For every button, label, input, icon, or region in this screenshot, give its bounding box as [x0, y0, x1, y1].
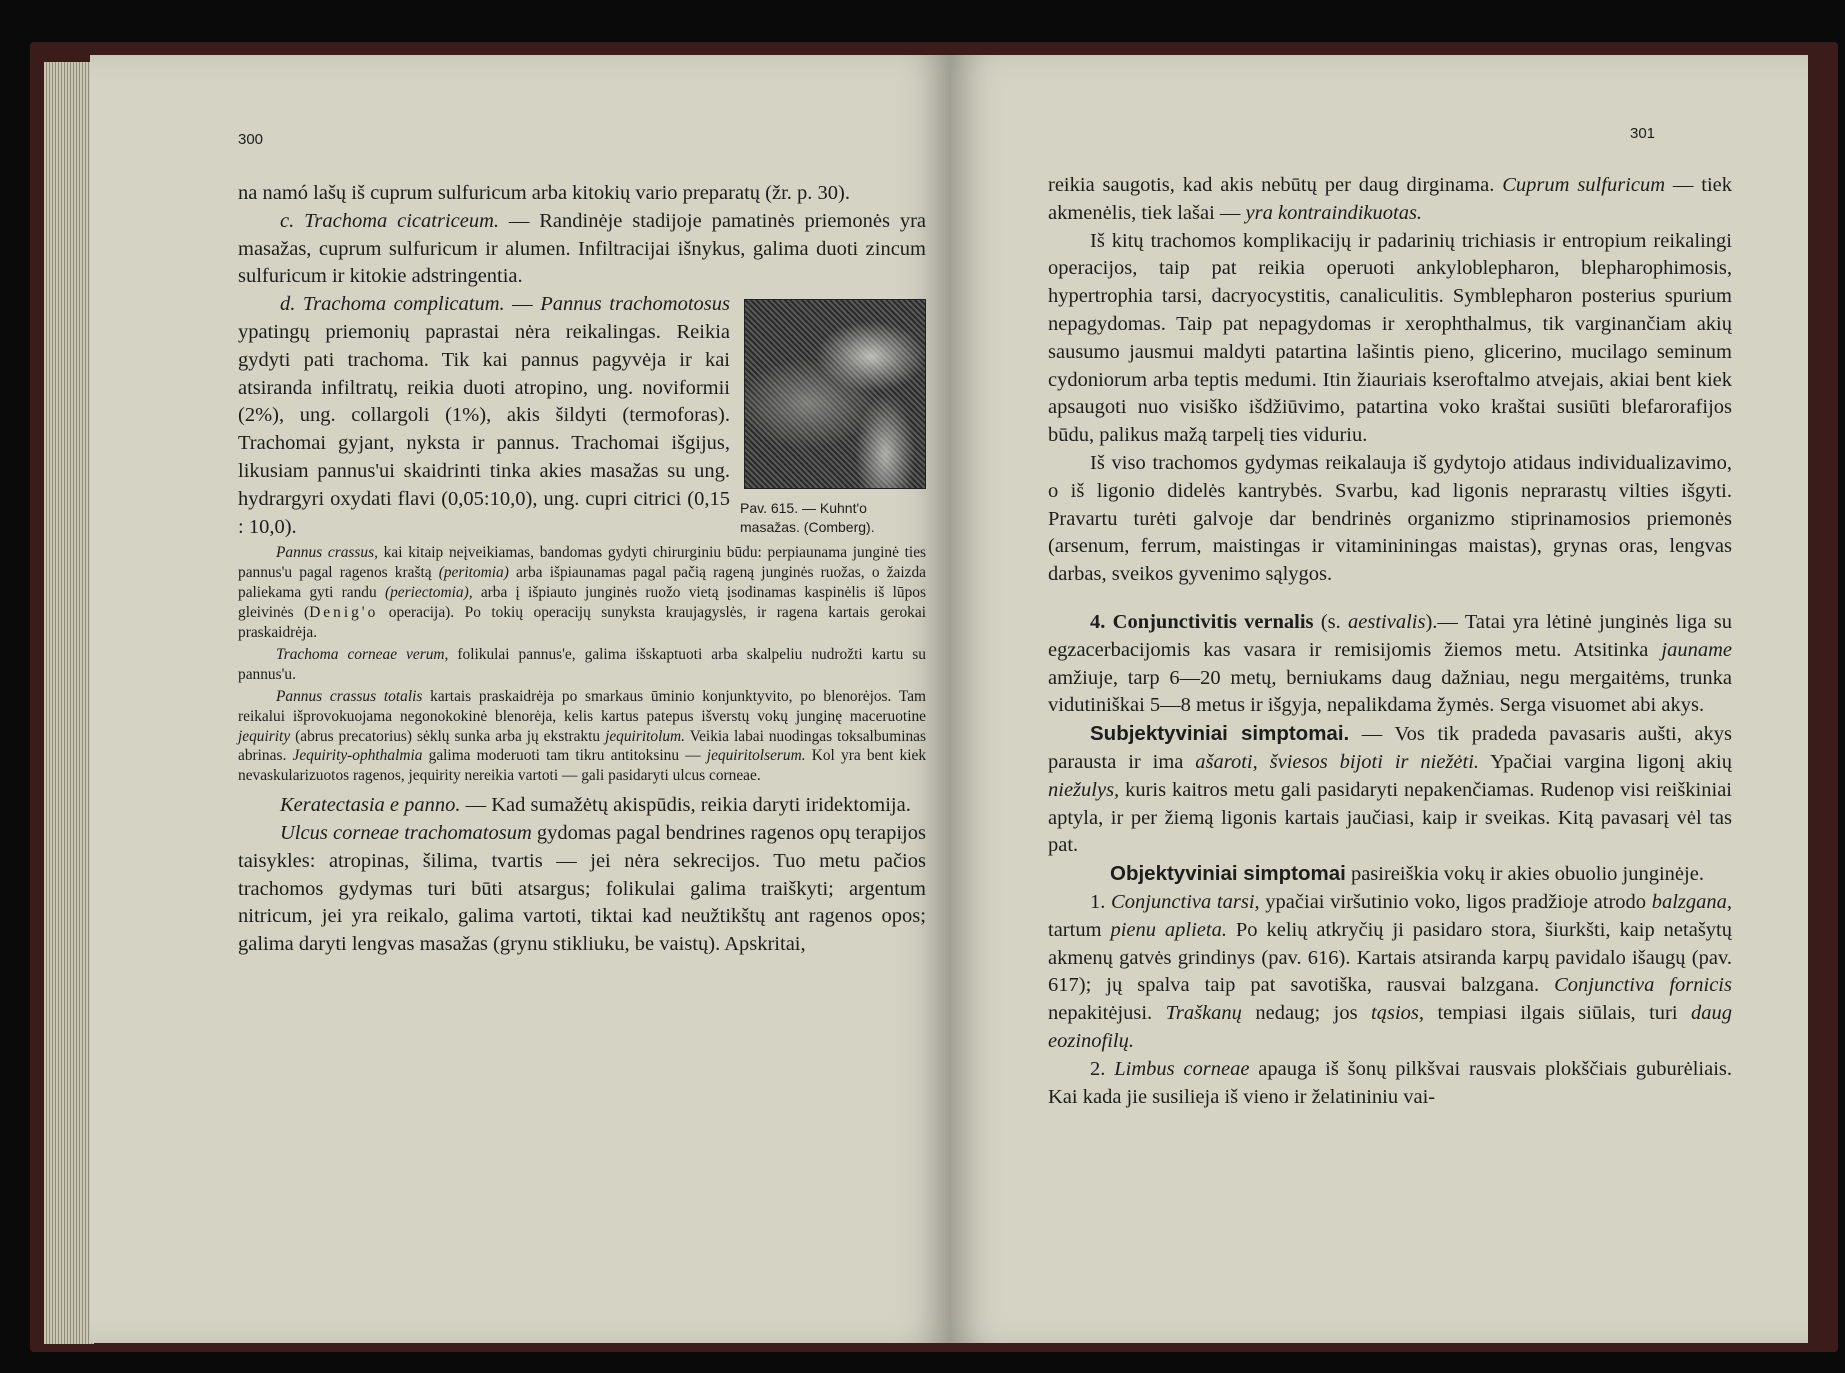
author-name: Denig'o — [309, 604, 379, 622]
text: apauga iš šonų pilkšvai rausvais plokščiais guburėliais. Kai kada jie susilieja iš vieno ir želatininiu vai- — [1048, 1057, 1733, 1108]
text: tempiasi ilgais siūlais, turi — [1424, 1002, 1691, 1025]
text: — — [504, 293, 541, 316]
left-page-text — [238, 180, 926, 959]
paragraph-keratectasia — [238, 792, 926, 820]
text: amžiuje, tarp 6—20 metų, berniukams daug dažniau, negu mergaitėms, trunka vidutiniškai 5—8 metus ir išgyja, nepalikdama žymės. Serga visuomet abi akys. — [1048, 666, 1732, 717]
term: Keratectasia e panno. — [280, 794, 461, 817]
text: pasireiškia vokų ir akies obuolio junginėje. — [1345, 863, 1704, 886]
term: Jequirity-ophthalmia — [292, 747, 423, 765]
term: yra kontraindikuotas. — [1245, 201, 1423, 224]
text: galima moderuoti tam tikru antitoksinu — — [422, 747, 707, 765]
text: arba išpiaunamas pagal pačią rageną junginės ruožas, o žaizda paliekama gyti randu — [238, 564, 926, 602]
term: Ulcus corneae trachomatosum — [280, 822, 532, 845]
massage-photo — [744, 299, 926, 489]
term: Pannus crassus totalis — [276, 687, 423, 705]
term: ašaroti, šviesos bijoti ir niežėti. — [1195, 750, 1480, 773]
term: Pannus crassus, — [276, 544, 378, 562]
term: jauname — [1661, 638, 1732, 661]
term: (periectomia), — [384, 584, 473, 602]
text: ypačiai viršutinio voko, ligos pradžioje atrodo — [1259, 890, 1652, 913]
term: Conjunctiva tarsi, — [1111, 890, 1260, 913]
text: Ypačiai vargina ligonį akių — [1479, 750, 1732, 773]
heading-title: 4. Conjunctivitis vernalis — [1090, 610, 1314, 633]
text: reikia saugotis, kad akis nebūtų per daug dirginama. — [1048, 174, 1503, 196]
text: kuris kaitros metu gali pasidaryti nepakenčiamas. Rudenop visi reiškiniai aptyla, ir per žiemą ligonis kartais jaučiasi, kaip ir sveikas. Kitą pavasarį vėl tas pat. — [1048, 778, 1732, 857]
text: — Tatai yra lėtinė junginės liga su egzacerbacijomis kas vasara ir remisijomis žiemos metu. Atsitinka — [1048, 610, 1732, 661]
text: Veikia labai nuodingas toksalbuminas abrinas. — [238, 727, 926, 765]
caption-line: Pav. 615. — Kuhnt'o — [740, 500, 867, 517]
item-number: 1. — [1090, 890, 1112, 913]
term: Limbus corneae — [1114, 1057, 1250, 1080]
text: Kol yra bent kiek nevaskularizuotos ragenos, jequirity nereikia vartoti — gali pasidaryti ulcus corneae. — [238, 747, 927, 785]
term: niežulys, — [1048, 778, 1120, 801]
paragraph-subjective — [1048, 720, 1732, 860]
section-heading-vernalis — [1048, 609, 1732, 720]
text: Po kelių atkryčių ji pasidaro stora, šiurkšti, kaip netašytų akmenų gatvės grindinys (pav. 616). Kartais atsiranda karpų pavidalo išaugų (pav. 617); jų spalva taip pat savotiška, rausvai balzgana. — [1048, 918, 1732, 997]
list-item-2 — [1048, 1056, 1732, 1112]
text: arba į išpiauto junginės ruožo vietą įsodinamas kaspinėlis iš lūpos gleivinės ( — [238, 584, 926, 622]
term: Cuprum sulfuricum — [1502, 174, 1666, 196]
term: Traškanų — [1165, 1002, 1242, 1025]
text: nepakitėjusi. — [1048, 1002, 1166, 1025]
text: ). — [1425, 610, 1438, 633]
text: (abrus precatorius) sėklų sunka arba jų ekstraktu — [290, 727, 606, 745]
page-number: 300 — [238, 131, 264, 148]
text: tartum — [1048, 918, 1111, 941]
caption-line: masažas. (Comberg). — [740, 519, 875, 536]
figure-caption — [740, 499, 926, 537]
page-number: 301 — [1630, 125, 1656, 142]
text: nedaug; jos — [1241, 1002, 1372, 1025]
text: ypatingų priemonių paprastai nėra reikalingas. Reikia gydyti pati trachoma. Tik kai pannus pagyvėja ir kai atsiranda infiltratų, reikia duoti atropino, ung. noviformii (2%), ung. collargoli (1%), akis šildyti (termoforas). Trachomai gyjant, nyksta ir pannus. Trachomai išgijus, likusiam pannus'ui skaidrinti tinka akies masažas su ung. hydrargyri oxydati flavi (0,05:10,0), ung. cupri citrici (0,15 : 10,0). — [238, 320, 730, 538]
text: — Vos tik pradeda pavasaris aušti, akys parausta ir ima — [1048, 723, 1732, 773]
paragraph-cicatriceum — [238, 208, 926, 291]
subheading: Objektyviniai simptomai — [1110, 862, 1346, 886]
text: gydomas pagal bendrines ragenos opų terapijos taisykles: atropinas, šilima, tvartis — jei nėra sekrecijos. Tuo metu pačios trachomos gydymas turi būti atsargus; folikulai galima traiškyti; argentum nitricum, jei yra reikalo, galima vartoti, tiktai kad neužtikštų ant ragenos opos; galima daryti lengvas masažas (grynu stikliuku, be vaistų). Apskritai, — [238, 822, 926, 956]
text: kai kitaip neįveikiamas, bandomas gydyti chirurginiu būdu: perpiaunama junginė ties pannus'u pagal ragenos kraštą — [238, 544, 927, 582]
list-item-1 — [1048, 889, 1732, 1056]
term: daug eozinofilų. — [1048, 1002, 1732, 1052]
term: tąsios, — [1371, 1002, 1425, 1025]
term: pienu aplieta. — [1110, 918, 1227, 941]
text: (s. — [1313, 610, 1349, 633]
small-paragraph-crassus — [238, 543, 926, 643]
term: jequiritolum. — [605, 727, 686, 745]
text: operacija). Po tokių operacijų sunyksta kraujagyslės, ir ragena kartais gerokai praskaidrėja. — [238, 604, 926, 641]
text: folikulai pannus'e, galima išskaptuoti arba skalpeliu nudrožti kartu su pannus'u. — [238, 645, 926, 683]
page-edges — [44, 62, 94, 1344]
subheading: Subjektyviniai simptomai. — [1090, 722, 1350, 746]
term: balzgana, — [1651, 890, 1732, 913]
term: jequiritolserum. — [706, 747, 806, 765]
small-paragraph-totalis — [238, 687, 926, 787]
paragraph: na namó lašų iš cuprum sulfuricum arba kitokių vario preparatų (žr. p. 30). — [238, 182, 850, 204]
text: kartais praskaidrėja po smarkaus ūminio konjunktyvito, po blenorėjos. Tam reikalui išprovokuojama negonokokinė blenorėja, kelis kartus patepus išverstų vokų junginę maceruotine — [238, 687, 926, 725]
paragraph — [1048, 172, 1732, 228]
term: aestivalis — [1348, 610, 1426, 633]
figure-615 — [740, 299, 926, 537]
item-number: 2. — [1090, 1057, 1115, 1080]
left-page — [90, 55, 950, 1343]
right-page — [950, 55, 1808, 1343]
paragraph: Iš kitų trachomos komplikacijų ir padarinių trichiasis ir entropium reikalingi operacijos, taip pat reikia operuoti ankyloblepharon, blepharophimosis, hypertrophia tarsi, dacryocystitis, canaliculitis. Symblepharon posterius spurium nepagydomas. Taip pat nepagydomas ir xerophthalmus, tik varginančiam akių sausumo jausmui maldyti patartina lašintis pieno, glicerino, mucilago seminum cydoniorum arba teptis medumi. Itin žiauriais kseroftalmo atvejais, akiai bent kiek apsaugoti nuo visiško išdžiūvimo, patartina voko kraštai susiūti blefarorafijos būdu, palikus mažą tarpelį ties viduriu. — [1048, 229, 1732, 447]
term: jequirity — [238, 727, 291, 745]
right-page-text — [1048, 172, 1732, 1111]
section-label: c. Trachoma cicatriceum. — [280, 209, 500, 232]
text: — Randinėje stadijoje pamatinės priemonės yra masažas, cuprum sulfuricum ir alumen. Infiltracijai išnykus, galima duoti zincum sulfuricum ir kitokie adstringentia. — [238, 209, 927, 288]
text: — tiek akmenėlis, tiek lašai — — [1048, 174, 1733, 224]
paragraph: Iš viso trachomos gydymas reikalauja iš gydytojo atidaus individualizavimo, o iš ligonio didelės kantrybės. Svarbu, kad ligonis neprarastų vilties išgyti. Pravartu turėti galvoje dar bendrinės organizmo stiprinamosios priemonės (arsenum, ferrum, maistingas ir vitamininingas maistas), grynas oras, lengvas darbas, sveikos gyvenimo sąlygos. — [1048, 451, 1732, 586]
term: Pannus trachomotosus — [540, 293, 731, 316]
term: Trachoma corneae verum, — [276, 645, 449, 663]
term: (peritomia) — [438, 564, 509, 582]
paragraph-objective — [1048, 860, 1732, 889]
term: Conjunctiva fornicis — [1554, 974, 1732, 997]
text: — Kad sumažėtų akispūdis, reikia daryti iridektomija. — [460, 794, 911, 817]
small-paragraph-verum — [238, 645, 926, 685]
paragraph-ulcus — [238, 820, 926, 959]
section-label: d. Trachoma complicatum. — [280, 293, 505, 316]
